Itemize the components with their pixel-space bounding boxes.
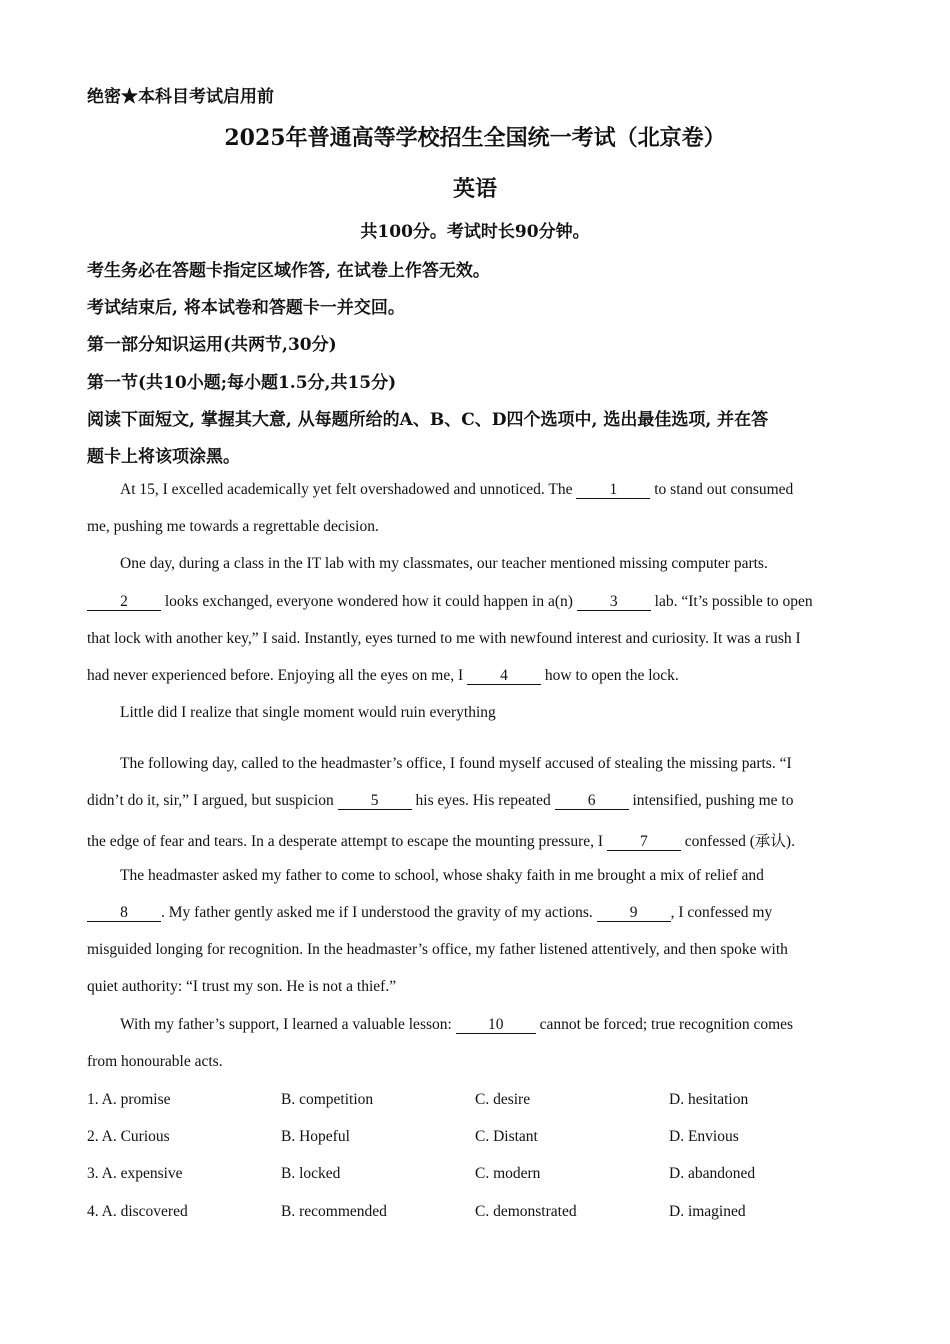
blank-6: 6 bbox=[555, 793, 629, 810]
option-b: B. recommended bbox=[281, 1203, 387, 1220]
passage-line: 8 . My father gently asked me if I understood the gravity of my actions. 9 , I confessed my bbox=[87, 904, 772, 922]
section-heading: 第一部分知识运用(共两节,30分) bbox=[87, 335, 337, 355]
option-d: D. Envious bbox=[669, 1128, 739, 1145]
passage-line: Little did I realize that single moment would ruin everything bbox=[120, 704, 496, 721]
option-c: C. demonstrated bbox=[475, 1203, 577, 1220]
passage-line: quiet authority: “I trust my son. He is not a thief.” bbox=[87, 978, 397, 995]
option-d: D. imagined bbox=[669, 1203, 746, 1220]
blank-2: 2 bbox=[87, 594, 161, 611]
passage-line: had never experienced before. Enjoying all the eyes on me, I 4 how to open the lock. bbox=[87, 667, 679, 684]
instruction-line: 考生务必在答题卡指定区域作答, 在试卷上作答无效。 bbox=[87, 261, 490, 281]
blank-7: 7 bbox=[607, 834, 681, 851]
passage-line: me, pushing me towards a regrettable decision. bbox=[87, 518, 379, 535]
passage-line: One day, during a class in the IT lab with my classmates, our teacher mentioned missing computer parts. bbox=[120, 555, 768, 572]
option-a: 1. A. promise bbox=[87, 1091, 171, 1108]
option-b: B. Hopeful bbox=[281, 1128, 350, 1145]
blank-1: 1 bbox=[576, 482, 650, 499]
option-b: B. competition bbox=[281, 1091, 374, 1108]
subsection-heading: 第一节(共10小题;每小题1.5分,共15分) bbox=[87, 373, 397, 393]
blank-3: 3 bbox=[577, 594, 651, 611]
option-a: 4. A. discovered bbox=[87, 1203, 188, 1220]
option-d: D. hesitation bbox=[669, 1091, 749, 1108]
secret-label: 绝密★本科目考试启用前 bbox=[87, 87, 274, 107]
option-a: 3. A. expensive bbox=[87, 1165, 183, 1182]
passage-line: didn’t do it, sir,” I argued, but suspicion 5 his eyes. His repeated 6 intensified, pushing me to bbox=[87, 792, 794, 809]
blank-8: 8 bbox=[87, 905, 161, 922]
blank-9: 9 bbox=[597, 905, 671, 922]
option-c: C. Distant bbox=[475, 1128, 538, 1145]
passage-line: With my father’s support, I learned a valuable lesson: 10 cannot be forced; true recognition comes bbox=[120, 1016, 794, 1033]
blank-5: 5 bbox=[338, 793, 412, 810]
blank-4: 4 bbox=[467, 668, 541, 685]
instruction-line: 阅读下面短文, 掌握其大意, 从每题所给的A、B、C、D四个选项中, 选出最佳选项, 并在答 bbox=[87, 410, 769, 430]
option-b: B. locked bbox=[281, 1165, 341, 1182]
option-a: 2. A. Curious bbox=[87, 1128, 170, 1145]
score-info: 共100分。考试时长90分钟。 bbox=[360, 222, 590, 242]
passage-line: misguided longing for recognition. In the headmaster’s office, my father listened attentively, and then spoke with bbox=[87, 941, 788, 958]
passage-line: that lock with another key,” I said. Instantly, eyes turned to me with newfound interest and curiosity. It was a rush I bbox=[87, 630, 801, 647]
instruction-line: 题卡上将该项涂黑。 bbox=[87, 447, 240, 467]
subject-title: 英语 bbox=[452, 176, 497, 202]
exam-title: 2025年普通高等学校招生全国统一考试（北京卷） bbox=[224, 125, 726, 151]
passage-line: 2 looks exchanged, everyone wondered how it could happen in a(n) 3 lab. “It’s possible to open bbox=[87, 593, 813, 611]
passage-line: the edge of fear and tears. In a desperate attempt to escape the mounting pressure, I 7 confessed (承认). bbox=[87, 833, 795, 850]
blank-10: 10 bbox=[456, 1017, 536, 1034]
passage-line: The headmaster asked my father to come to school, whose shaky faith in me brought a mix of relief and bbox=[120, 867, 764, 884]
option-c: C. modern bbox=[475, 1165, 541, 1182]
passage-line: The following day, called to the headmaster’s office, I found myself accused of stealing the missing parts. “I bbox=[120, 755, 792, 772]
option-d: D. abandoned bbox=[669, 1165, 756, 1182]
passage-line: from honourable acts. bbox=[87, 1053, 223, 1070]
instruction-line: 考试结束后, 将本试卷和答题卡一并交回。 bbox=[87, 298, 405, 318]
option-c: C. desire bbox=[475, 1091, 531, 1108]
passage-line: At 15, I excelled academically yet felt overshadowed and unnoticed. The 1 to stand out consumed bbox=[120, 481, 794, 498]
